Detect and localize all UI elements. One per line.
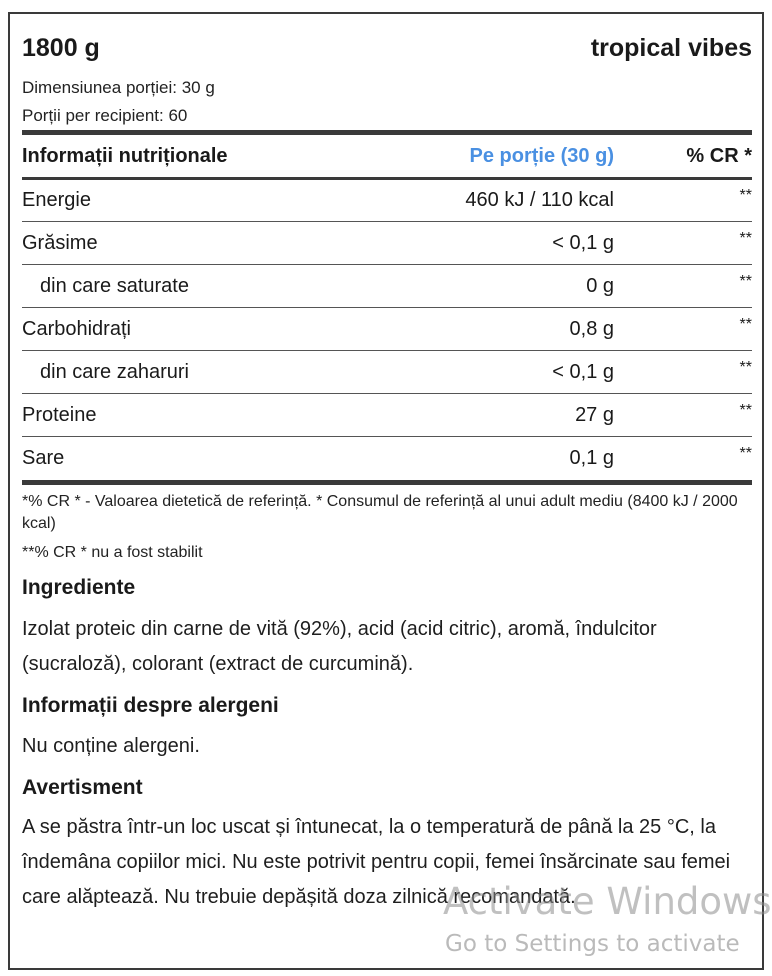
ingredients-text: Izolat proteic din carne de vită (92%), acid (acid citric), aromă, îndulcitor (sucraloză), colorant (extract de curcumină). (22, 618, 657, 675)
thick-divider (22, 480, 752, 485)
nutrient-cr: ** (739, 316, 752, 333)
nutrient-name: Carbohidrați (22, 318, 131, 340)
nutrient-cr: ** (739, 273, 752, 290)
table-row (22, 438, 752, 480)
nutrient-value: < 0,1 g (552, 361, 614, 383)
allergens-text: Nu conține alergeni. (22, 735, 200, 757)
footnote-reference: *% CR * - Valoarea dietetică de referință. * Consumul de referință al unui adult mediu (8400 kJ / 2000 kcal) (22, 493, 738, 532)
nutrient-cr: ** (739, 445, 752, 462)
table-row (22, 180, 752, 222)
servings-per-container: Porții per recipient: 60 (22, 106, 188, 125)
nutrient-value: 0 g (586, 275, 614, 297)
nutrient-name: din care zaharuri (40, 361, 189, 383)
product-flavor: tropical vibes (590, 34, 752, 62)
nutrient-cr: ** (739, 187, 752, 204)
product-weight: 1800 g (22, 34, 100, 62)
table-row (22, 223, 752, 265)
serving-size: Dimensiunea porției: 30 g (22, 78, 215, 97)
warning-text: A se păstra într-un loc uscat și întunecat, la o temperatură de până la 25 °C, la îndemâna copiilor mici. Nu este potrivit pentru copii, femei însărcinate sau femei care alăptează. Nu trebuie depășită doza zilnică recomandată. (22, 816, 731, 908)
activate-windows-watermark: Activate Windows (443, 880, 772, 923)
nutrient-value: 0,8 g (569, 318, 614, 340)
nutrient-name: Proteine (22, 404, 97, 426)
table-row (22, 309, 752, 351)
activate-windows-hint: Go to Settings to activate (445, 931, 740, 957)
nutrient-cr: ** (739, 230, 752, 247)
warning-title: Avertisment (22, 776, 143, 799)
nutrient-value: 0,1 g (569, 447, 614, 469)
column-header-nutrient: Informații nutriționale (22, 145, 228, 167)
nutrient-value: 27 g (575, 404, 614, 426)
nutrient-cr: ** (739, 359, 752, 376)
table-row (22, 352, 752, 394)
table-row (22, 266, 752, 308)
nutrient-name: din care saturate (40, 275, 189, 297)
nutrient-name: Grăsime (22, 232, 98, 254)
nutrient-name: Sare (22, 447, 65, 469)
allergens-title: Informații despre alergeni (22, 694, 279, 717)
product-header (22, 34, 752, 68)
nutrient-name: Energie (22, 189, 91, 211)
nutrient-value: < 0,1 g (552, 232, 614, 254)
table-row (22, 395, 752, 437)
footnote-not-established: **% CR * nu a fost stabilit (22, 544, 203, 561)
column-header-per-serving: Pe porție (30 g) (469, 145, 614, 167)
table-header (22, 135, 752, 180)
nutrition-panel (8, 12, 764, 970)
column-header-cr: % CR * (686, 145, 752, 167)
ingredients-title: Ingrediente (22, 576, 136, 599)
nutrient-cr: ** (739, 402, 752, 419)
nutrient-value: 460 kJ / 110 kcal (465, 189, 614, 211)
